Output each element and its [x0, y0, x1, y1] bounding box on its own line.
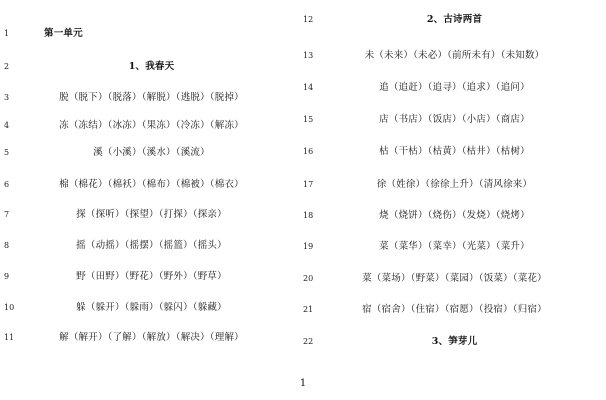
line-row [303, 332, 606, 352]
line-number: 13 [303, 51, 314, 60]
line-number: 14 [303, 83, 314, 92]
line-row [0, 236, 303, 256]
word-list-line: 脱（脱下）（脱落）（解脱）（逃脱）（脱掉） [59, 92, 244, 103]
line-number: 2 [4, 62, 10, 71]
line-row [0, 205, 303, 225]
line-row [303, 110, 606, 130]
line-number: 15 [303, 115, 314, 124]
line-number: 12 [303, 15, 314, 24]
word-list-line: 溪（小溪）（溪水）（溪流） [93, 147, 210, 158]
line-number: 16 [303, 147, 314, 156]
word-list-line: 菜（菜华）（菜幸）（光菜）（菜升） [379, 241, 530, 252]
line-number: 3 [4, 93, 10, 102]
lesson-title: 1、我春天 [128, 61, 175, 72]
word-list-line: 烧（烧饼）（烧伤）（发烧）（烧烤） [379, 210, 530, 221]
line-row [303, 10, 606, 30]
line-row [303, 175, 606, 195]
line-row [0, 298, 303, 318]
word-list-line: 未（未来）（未必）（前所未有）（未知数） [364, 50, 545, 61]
word-list-line: 棉（棉花）（棉袄）（棉布）（棉被）（棉衣） [59, 179, 244, 190]
line-number: 5 [4, 148, 10, 157]
line-row [0, 143, 303, 163]
unit-heading: 第一单元 [44, 28, 83, 39]
line-row [0, 88, 303, 108]
word-list-line: 野（田野）（野花）（野外）（野草） [76, 271, 227, 282]
line-number: 11 [4, 333, 15, 342]
line-number: 10 [4, 303, 15, 312]
line-row [303, 269, 606, 289]
line-number: 21 [303, 305, 314, 314]
line-number: 1 [4, 29, 10, 38]
word-list-line: 躲（躲开）（躲雨）（躲闪）（躲藏） [76, 302, 227, 313]
word-list-line: 追（追赶）（追寻）（追求）（追问） [379, 82, 530, 93]
line-number: 9 [4, 272, 10, 281]
line-number: 20 [303, 274, 314, 283]
line-row [303, 300, 606, 320]
word-list-line: 徐（姓徐）（徐徐上升）（清风徐来） [376, 179, 533, 190]
line-row [0, 57, 303, 77]
lesson-title: 2、古诗两首 [426, 14, 483, 25]
word-list-line: 枯（干枯）（枯黄）（枯井）（枯树） [379, 146, 530, 157]
line-number: 18 [303, 211, 314, 220]
line-row [303, 142, 606, 162]
word-list-line: 摇（动摇）（摇摆）（摇篮）（摇头） [76, 240, 227, 251]
line-number: 17 [303, 180, 314, 189]
line-row [0, 24, 303, 44]
lesson-title: 3、笋芽儿 [431, 336, 478, 347]
page-number: 1 [299, 378, 307, 389]
word-list-line: 菜（菜场）（野菜）（菜园）（饭菜）（菜花） [362, 273, 547, 284]
line-number: 4 [4, 121, 10, 130]
word-list-line: 探（探听）（探望）（打探）（探亲） [76, 209, 227, 220]
word-list-line: 宿（宿舍）（住宿）（宿愿）（投宿）（归宿） [362, 304, 547, 315]
word-list-line: 冻（冻结）（冰冻）（果冻）（冷冻）（解冻） [59, 120, 244, 131]
line-row [0, 267, 303, 287]
line-row [303, 46, 606, 66]
line-number: 22 [303, 337, 314, 346]
line-number: 8 [4, 241, 10, 250]
line-number: 19 [303, 242, 314, 251]
line-row [0, 328, 303, 348]
line-number: 6 [4, 180, 10, 189]
line-row [303, 237, 606, 257]
word-list-line: 店（书店）（饭店）（小店）（商店） [379, 114, 530, 125]
line-row [303, 206, 606, 226]
line-row [0, 175, 303, 195]
word-list-line: 解（解开）（了解）（解放）（解决）（理解） [59, 332, 244, 343]
line-row [303, 78, 606, 98]
line-row [0, 116, 303, 136]
line-number: 7 [4, 210, 10, 219]
